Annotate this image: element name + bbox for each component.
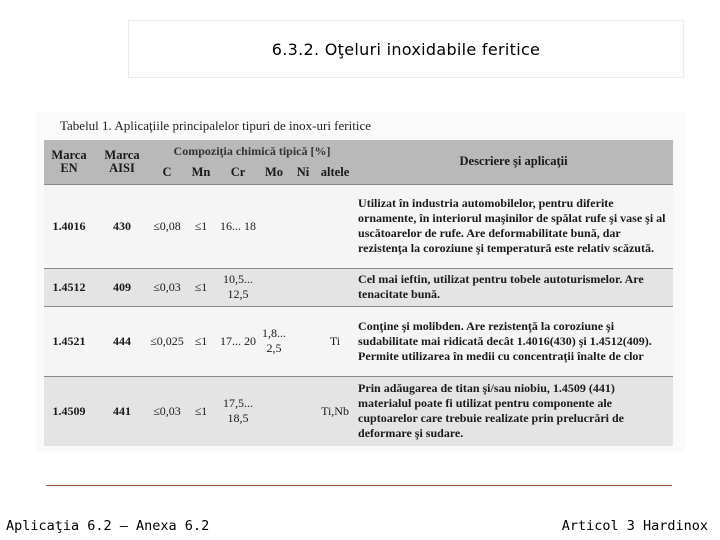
cell-c: ≤0,03 xyxy=(150,376,184,446)
cell-aisi: 430 xyxy=(94,184,150,268)
footer-divider xyxy=(46,485,672,486)
cell-cr: 16... 18 xyxy=(218,184,258,268)
cell-mn: ≤1 xyxy=(184,184,218,268)
cell-aisi: 441 xyxy=(94,376,150,446)
cell-cr: 17,5... 18,5 xyxy=(218,376,258,446)
cell-en: 1.4521 xyxy=(44,306,94,376)
cell-en: 1.4512 xyxy=(44,268,94,306)
cell-en: 1.4509 xyxy=(44,376,94,446)
cell-mn: ≤1 xyxy=(184,306,218,376)
table-row xyxy=(44,306,673,376)
header-mo: Mo xyxy=(258,162,290,184)
cell-mo: 1,8... 2,5 xyxy=(258,306,290,376)
table-row xyxy=(44,376,673,446)
cell-desc: Conţine şi molibden. Are rezistenţă la coroziune şi sudabilitate mai ridicată decât 1.4016(430) şi 1.4512(409). Permite utilizarea în medii cu concentraţii înalte de clor xyxy=(354,306,673,376)
cell-c: ≤0,08 xyxy=(150,184,184,268)
cell-en: 1.4016 xyxy=(44,184,94,268)
cell-ni xyxy=(290,376,316,446)
cell-desc: Utilizat în industria automobilelor, pentru diferite ornamente, în interiorul maşinilor de spălat rufe şi vase şi al uscătoarelor de rufe. Are deformabilitate bună, dar rezistenţa la coroziune şi temperatură este relativ scăzută. xyxy=(354,184,673,268)
header-mn: Mn xyxy=(184,162,218,184)
cell-altele: Ti xyxy=(316,306,354,376)
header-cr: Cr xyxy=(218,162,258,184)
cell-cr: 17... 20 xyxy=(218,306,258,376)
header-altele: altele xyxy=(316,162,354,184)
table-row xyxy=(44,268,673,306)
cell-mn: ≤1 xyxy=(184,376,218,446)
cell-cr: 10,5... 12,5 xyxy=(218,268,258,306)
cell-altele xyxy=(316,268,354,306)
cell-altele xyxy=(316,184,354,268)
header-marca-aisi: Marca AISI xyxy=(94,140,150,184)
header-descriere: Descriere şi aplicaţii xyxy=(354,140,673,184)
cell-mo xyxy=(258,184,290,268)
cell-c: ≤0,025 xyxy=(150,306,184,376)
slide-title-box xyxy=(128,20,684,78)
cell-ni xyxy=(290,268,316,306)
cell-aisi: 409 xyxy=(94,268,150,306)
header-c: C xyxy=(150,162,184,184)
footer-left: Aplicaţia 6.2 – Anexa 6.2 xyxy=(6,518,210,534)
header-marca-en: Marca EN xyxy=(44,140,94,184)
cell-mo xyxy=(258,268,290,306)
table-scan xyxy=(36,112,686,452)
cell-aisi: 444 xyxy=(94,306,150,376)
slide-title: 6.3.2. Oţeluri inoxidabile feritice xyxy=(271,39,541,59)
cell-c: ≤0,03 xyxy=(150,268,184,306)
header-ni: Ni xyxy=(290,162,316,184)
cell-ni xyxy=(290,184,316,268)
cell-mn: ≤1 xyxy=(184,268,218,306)
footer-right: Articol 3 Hardinox xyxy=(561,518,708,534)
cell-desc: Cel mai ieftin, utilizat pentru tobele autoturismelor. Are tenacitate bună. xyxy=(354,268,673,306)
table-caption: Tabelul 1. Aplicaţiile principalelor tipuri de inox-uri feritice xyxy=(60,118,371,133)
header-compozitie: Compoziţia chimică tipică [%] xyxy=(150,140,354,162)
cell-mo xyxy=(258,376,290,446)
cell-altele: Ti,Nb xyxy=(316,376,354,446)
cell-desc: Prin adăugarea de titan şi/sau niobiu, 1.4509 (441) materialul poate fi utilizat pentru componente ale cuptoarelor care trebuie realizate prin prelucrări de deformare şi sudare. xyxy=(354,376,673,446)
cell-ni xyxy=(290,306,316,376)
table-row xyxy=(44,184,673,268)
ferritic-steel-table xyxy=(44,140,673,446)
